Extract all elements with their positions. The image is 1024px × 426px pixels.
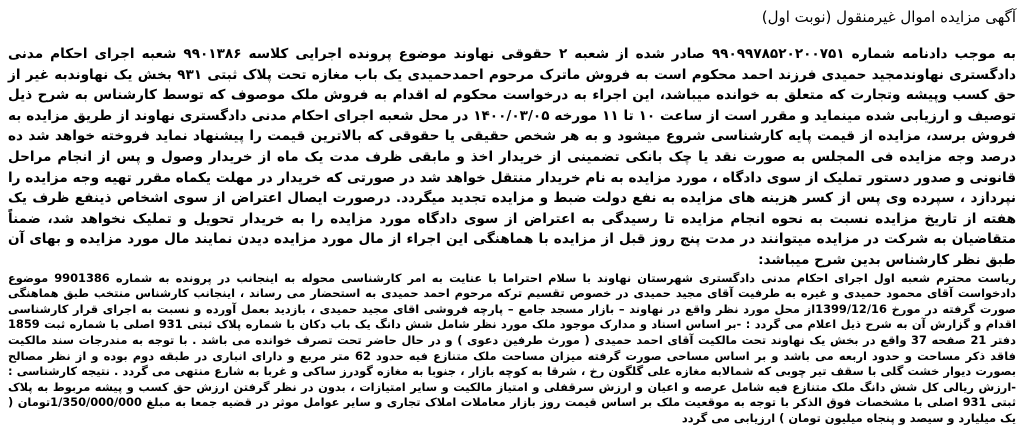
notice-body-main (8, 44, 1016, 271)
notice-body-main-text: به موجب دادنامه شماره ۹۹۰۹۹۷۸۵۲۰۲۰۰۷۵۱ صادر شده از شعبه ۲ حقوقی نهاوند موضوع پرونده اجرایی کلاسه ۹۹۰۱۳۸۶ شعبه اجرای احکام مدنی دادگستری نهاوندمجید حمیدی فرزند احمد محکوم است به فروش ماترک مرحوم احمدحمیدی یک باب مغازه تحت پلاک ثبتی ۹۳۱ بخش یک نهاوندبه غیر از حق کسب وپیشه وتجارت که متعلق به خوانده میباشد، این اجراء به درخواست محکوم له اقدام به فروش ملک موصوف که توسط کارشناس به شرح ذیل توصیف و ارزیابی شده مینماید و مقرر است از ساعت ۱۰ تا ۱۱ مورخه ۱۴۰۰/۰۳/۰۵ در محل شعبه اجرای احکام مدنی دادگستری نهاوند از طریق مزایده به فروش برسد، مزایده از قیمت پایه کارشناسی شروع میشود و به هر شخص حقیقی یا حقوقی که بالاترین قیمت را پیشنهاد نماید فروخته خواهد شد ده درصد وجه مزایده فی المجلس به صورت نقد یا چک بانکی تضمینی از خریدار اخذ و مابقی ظرف مدت یک ماه از خریدار وصول و پس از انجام مراحل قانونی و صدور دستور تملیک از سوی دادگاه ، مورد مزایده به نام خریدار منتقل خواهد شد در صورتی که خریدار در مهلت یکماه مقرر تهیه وجه مزایده را نپردازد ، سپرده وی پس از کسر هزینه های مزایده به نفع دولت ضبط و مزایده تجدید میگردد. درصورت ایصال اعتراض از سوی اشخاص ذینفع ظرف یک هفته از تاریخ مزایده نسبت به نحوه انجام مزایده تا رسیدگی به اعتراض از سوی دادگاه مورد مزایده را به خریدار تحویل و تملیک نخواهد شد، ضمناً متقاضیان به شرکت در مزایده میتوانند در مدت پنج روز قبل از مزایده با هماهنگی این اجراء از مال مورد مزایده دیدن نمایند مال مورد مزایده و بهای آن طبق نظر کارشناس بدین شرح میباشد: (8, 46, 1016, 268)
notice-body-report-text: ریاست محترم شعبه اول اجرای احکام مدنی دادگستری شهرستان نهاوند با سلام احتراما با عنایت به امر کارشناسی محوله به اینجانب در پرونده به شماره 9901386 موضوع دادخواست آقای محمود حمیدی و غیره به طرفیت آقای مجید حمیدی در خصوص تقسیم ترکه مرحوم احمد حمیدی به استحضار می رساند ، اینجانب کارشناس منتخب طبق هماهنگی صورت گرفته در مورخ 1399/12/16از محل مورد نظر واقع در نهاوند – بازار مسجد جامع – پارچه فروشی اقای مجید حمیدی ، بازدید بعمل آورده و نسبت به اجرای قرار کارشناسی اقدام و گزارش آن به شرح ذیل اعلام می گردد : -بر اساس اسناد و مدارک موجود ملک مورد نظر شامل شش دانگ یک باب دکان با شماره پلاک ثبتی 931 اصلی با شماره ثبت 1859 دفتر 21 صفحه 37 واقع در بخش یک نهاوند تحت مالکیت آقای احمد حمیدی ( مورث طرفین دعوی ) و در حال حاضر تحت تصرف خوانده می باشد . با توجه به مندرجات سند مالکیت فاقد ذکر مساحت و حدود اربعه می باشد و بر اساس مساحی صورت گرفته میزان مساحت ملک متنازع فیه حدود 62 متر مربع و دارای انباری در طبقه دوم بوده و از نظر مصالح بصورت دیوار خشت گلی با سقف تیر چوبی که شمالابه مغازه علی گلگون رخ ، شرقا به کوچه بازار ، جنوبا به مغازه گودرز ساکی و غربا به شارع منتهی می گردد . نتیجه کارشناسی : -ارزش ریالی کل شش دانگ ملک متنازع فیه شامل عرصه و اعیان و ارزش سرقفلی و امتیاز مالکیت و سایر امتیازات ، بدون در نظر گرفتن ارزش حق کسب و پیشه مربوط به پلاک ثبتی 931 اصلی با مشخصات فوق الذکر با توجه به موقعیت ملک بر اساس قیمت روز بازار معاملات املاک تجاری و سایر عوامل موثر در قضیه جمعا به مبلغ 1/350/000/000تومان ( یک میلیارد و سیصد و پنجاه میلیون تومان ) ارزیابی می گردد (8, 270, 1016, 425)
notice-title: آگهی مزایده اموال غیرمنقول (نوبت اول) (761, 8, 1016, 26)
notice-body-report (8, 271, 1016, 426)
